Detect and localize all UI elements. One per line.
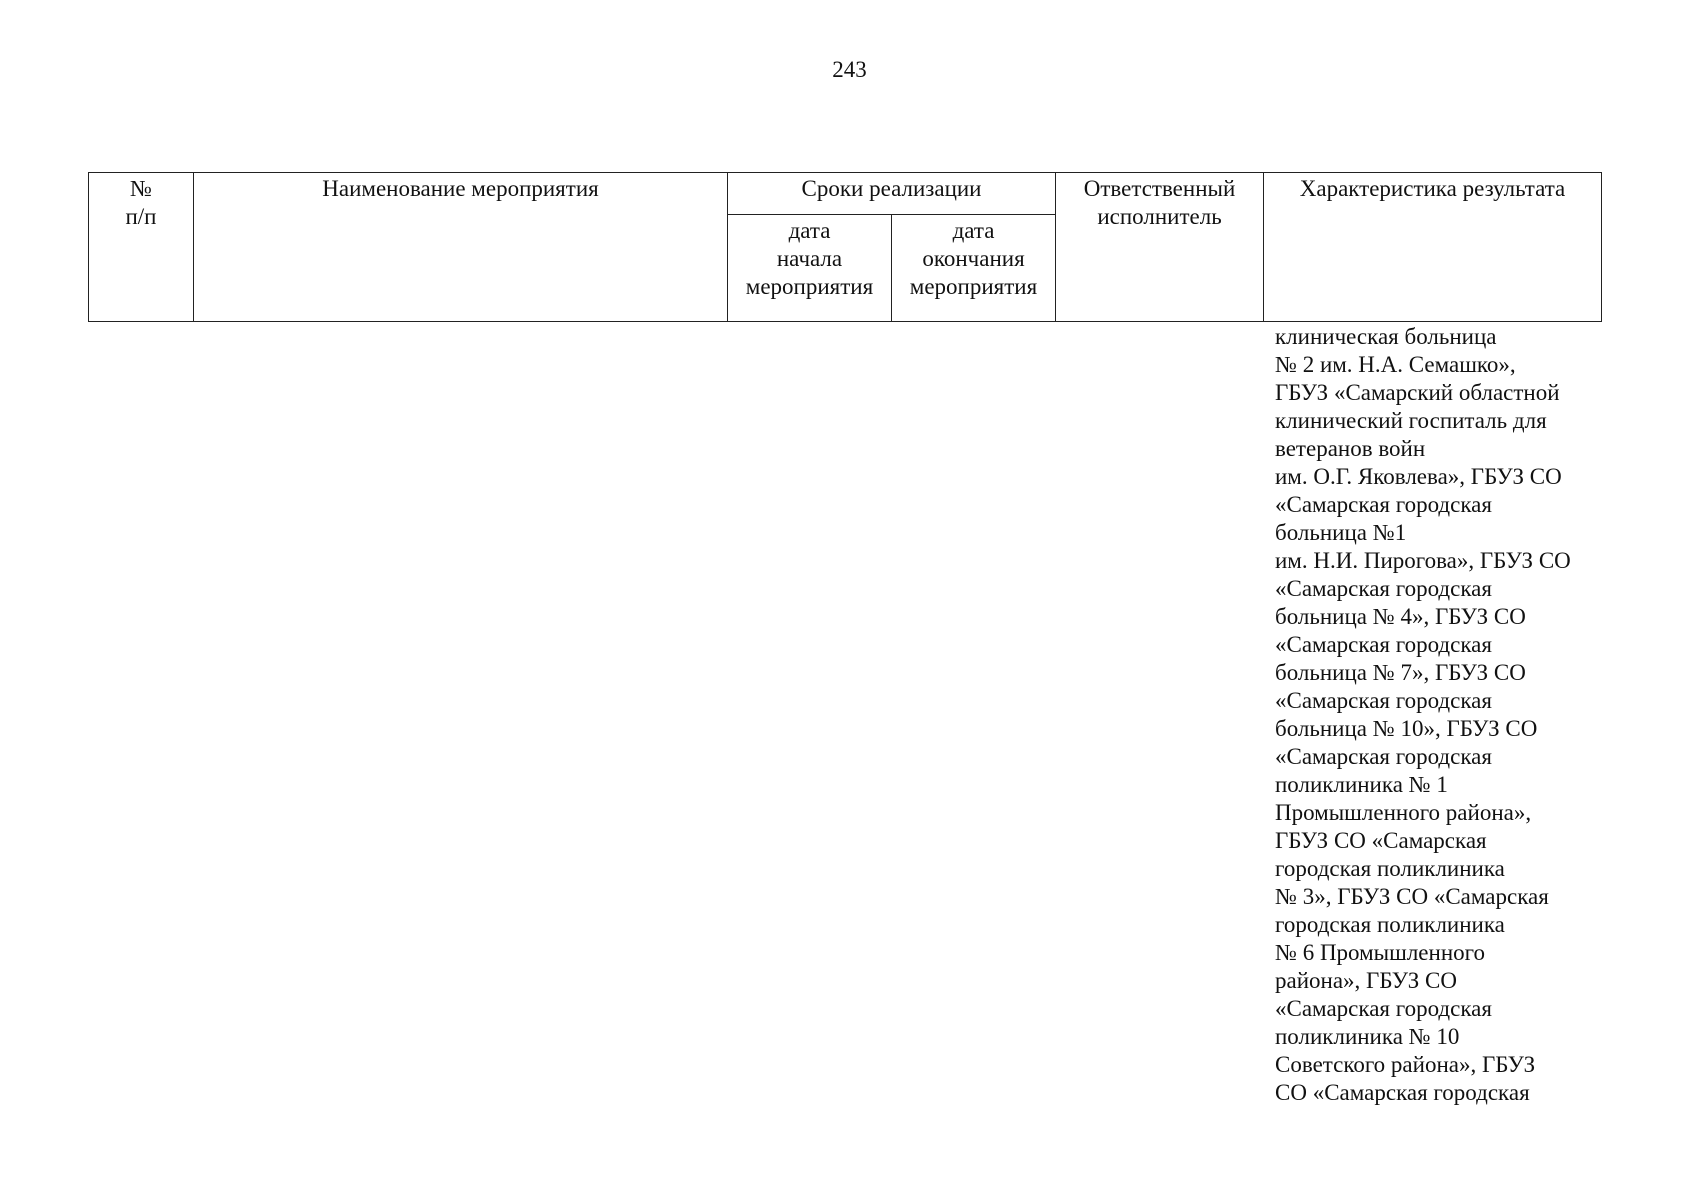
- header-responsible: [1056, 173, 1264, 322]
- result-text-line: поликлиника № 10: [1275, 1024, 1460, 1049]
- table-header: [88, 172, 1602, 322]
- header-end-line1: дата: [952, 218, 995, 243]
- result-text-line: СО «Самарская городская: [1275, 1080, 1530, 1105]
- result-text-line: клинический госпиталь для: [1275, 408, 1547, 433]
- header-start-line1: дата: [788, 218, 831, 243]
- result-text-line: им. Н.И. Пирогова», ГБУЗ СО: [1275, 548, 1571, 573]
- result-text-line: № 3», ГБУЗ СО «Самарская: [1275, 884, 1549, 909]
- result-text-line: № 2 им. Н.А. Семашко»,: [1275, 352, 1516, 377]
- result-text-line: «Самарская городская: [1275, 688, 1492, 713]
- header-end-date: [892, 215, 1056, 322]
- result-text-line: Советского района», ГБУЗ: [1275, 1052, 1536, 1077]
- result-text-line: больница № 7», ГБУЗ СО: [1275, 660, 1526, 685]
- header-implementation-terms: Сроки реализации: [728, 173, 1056, 215]
- header-end-line3: мероприятия: [909, 274, 1038, 299]
- header-number-line1: №: [130, 176, 152, 201]
- result-text-line: № 6 Промышленного: [1275, 940, 1485, 965]
- result-text-line: больница №1: [1275, 520, 1407, 545]
- result-text-line: ветеранов войн: [1275, 436, 1426, 461]
- result-text-line: клиническая больница: [1275, 324, 1497, 349]
- header-number-line2: п/п: [125, 204, 157, 229]
- header-start-line3: мероприятия: [745, 274, 874, 299]
- result-text-line: «Самарская городская: [1275, 744, 1492, 769]
- result-text-line: «Самарская городская: [1275, 576, 1492, 601]
- header-responsible-line1: Ответственный: [1083, 176, 1236, 201]
- result-text-line: поликлиника № 1: [1275, 772, 1448, 797]
- result-text-line: ГБУЗ «Самарский областной: [1275, 380, 1560, 405]
- header-result: Характеристика результата: [1264, 173, 1602, 322]
- result-text-line: района», ГБУЗ СО: [1275, 968, 1457, 993]
- header-responsible-line2: исполнитель: [1097, 204, 1222, 229]
- header-start-date: [728, 215, 892, 322]
- header-number: [89, 173, 194, 322]
- header-end-line2: окончания: [922, 246, 1025, 271]
- result-text-line: ГБУЗ СО «Самарская: [1275, 828, 1487, 853]
- result-text-line: больница № 10», ГБУЗ СО: [1275, 716, 1538, 741]
- result-text-line: городская поликлиника: [1275, 912, 1505, 937]
- result-text-line: Промышленного района»,: [1275, 800, 1532, 825]
- result-text-line: городская поликлиника: [1275, 856, 1505, 881]
- result-text-line: «Самарская городская: [1275, 996, 1492, 1021]
- result-continuation-text: [1275, 323, 1605, 1107]
- header-event-name: Наименование мероприятия: [194, 173, 728, 322]
- page-number: 243: [832, 57, 867, 82]
- header-start-line2: начала: [776, 246, 843, 271]
- result-text-line: «Самарская городская: [1275, 492, 1492, 517]
- result-text-line: больница № 4», ГБУЗ СО: [1275, 604, 1526, 629]
- result-text-line: «Самарская городская: [1275, 632, 1492, 657]
- result-text-line: им. О.Г. Яковлева», ГБУЗ СО: [1275, 464, 1562, 489]
